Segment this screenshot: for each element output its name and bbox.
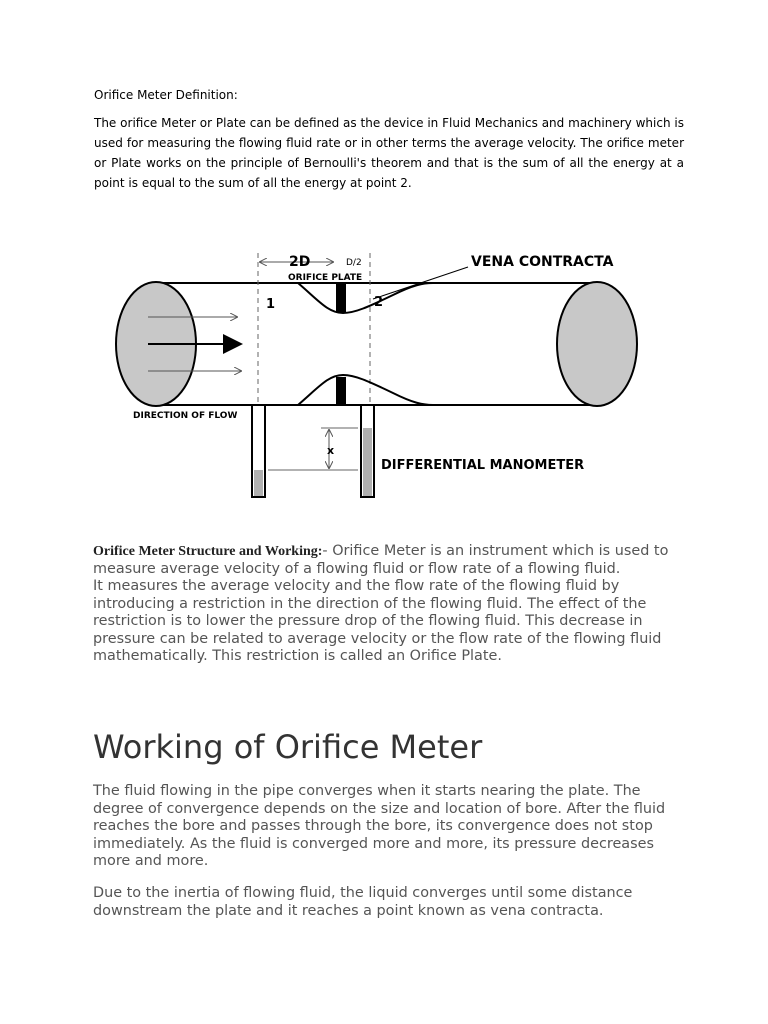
diagram-svg xyxy=(93,225,673,525)
contraction-curve-bottom xyxy=(298,375,433,405)
label-differential-manometer: DIFFERENTIAL MANOMETER xyxy=(381,458,585,473)
label-point-2: 2 xyxy=(374,295,384,310)
working-paragraph-1: The fluid flowing in the pipe converges when it starts nearing the plate. The degree of convergence depends on the size and location of bore. After the fluid reaches the bore and passes through the bore, its convergence does not stop immediately. As the fluid is converged more and more, its pressure decreases more and more. xyxy=(93,783,666,869)
working-paragraph-2: Due to the inertia of flowing fluid, the liquid converges until some distance downstream the plate and it reaches a point known as vena contracta. xyxy=(93,885,633,919)
structure-text-1: - Orifice Meter is an instrument which is used to measure average velocity of a flowing fluid or flow rate of a flowing fluid. xyxy=(93,543,669,577)
structure-text-2: It measures the average velocity and the flow rate of the flowing fluid by introducing a restriction in the direction of the flowing fluid. The effect of the restriction is to lower the pressure drop of the flowing fluid. This decrease in pressure can be related to average velocity or the flow rate of the flowing fluid mathematically. This restriction is called an Orifice Plate. xyxy=(93,578,662,664)
orifice-plate-bottom xyxy=(336,377,346,405)
label-d2: D/2 xyxy=(346,258,362,268)
label-direction-of-flow: DIRECTION OF FLOW xyxy=(133,411,238,421)
label-2d: 2D xyxy=(289,254,311,270)
definition-text: The orifice Meter or Plate can be defined as the device in Fluid Mechanics and machinery which is used for measuring the flowing fluid rate or in other terms the average velocity. The orifice meter or Plate works on the principle of Bernoulli's theorem and that is the sum of all the energy at a point is equal to the sum of all the energy at point 2. xyxy=(94,116,684,190)
manometer-fluid-right xyxy=(363,428,372,496)
orifice-plate-top xyxy=(336,283,346,313)
label-x: x xyxy=(327,444,335,457)
structure-section xyxy=(93,543,683,666)
structure-lead: Orifice Meter Structure and Working: xyxy=(93,544,323,559)
orifice-meter-diagram xyxy=(93,225,673,525)
manometer-fluid-left xyxy=(254,470,263,496)
contraction-curve-top xyxy=(298,283,433,313)
pipe-outlet-ellipse xyxy=(557,282,637,406)
definition-heading: Orifice Meter Definition: xyxy=(94,88,238,102)
working-title: Working of Orifice Meter xyxy=(93,728,483,766)
label-orifice-plate: ORIFICE PLATE xyxy=(288,273,363,283)
label-point-1: 1 xyxy=(266,297,276,312)
label-vena-contracta: VENA CONTRACTA xyxy=(471,254,614,270)
